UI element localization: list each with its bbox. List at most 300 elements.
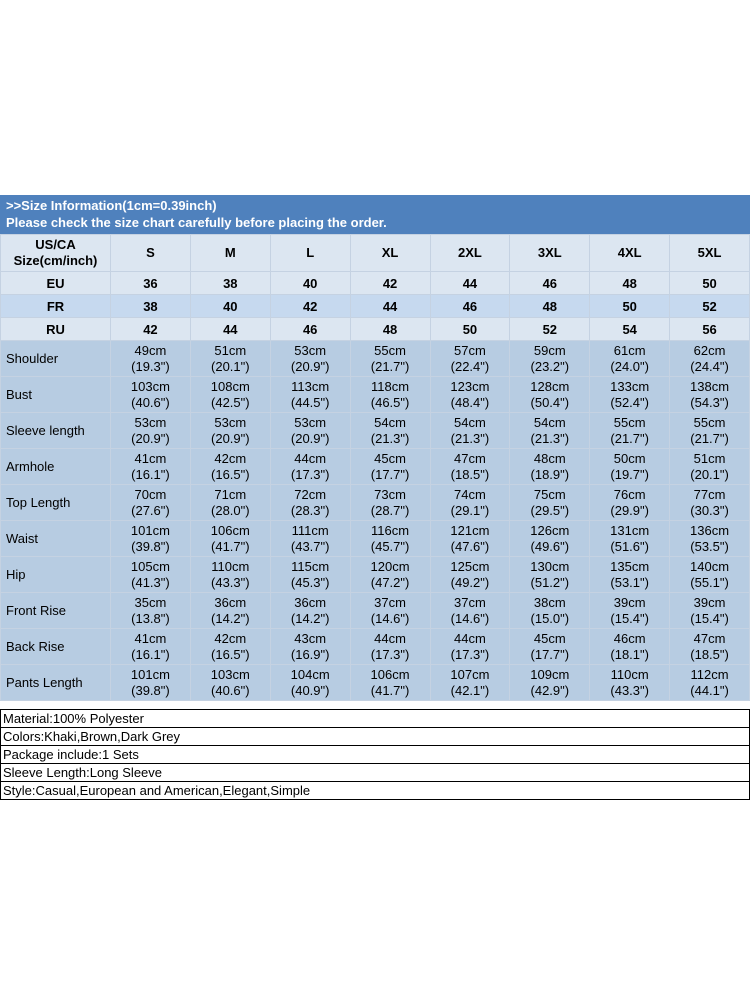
region-size-value: 44 [430,272,510,295]
measurement-cm: 138cm [690,378,730,394]
size-chart-table [0,234,750,701]
measurement-value [111,377,191,413]
measurement-value [670,413,750,449]
measurement-row-armhole [1,449,750,485]
measurement-value [350,629,430,665]
measurement-inch: (22.4") [450,358,490,374]
measurement-inch: (44.5") [290,394,330,410]
measurement-value [430,449,510,485]
size-column-header-s: S [111,235,191,272]
measurement-cm: 73cm [374,486,406,502]
region-size-value: 50 [590,295,670,318]
measurement-value [111,629,191,665]
measurement-value [190,629,270,665]
product-detail-line: Style:Casual,European and American,Elegant,Simple [3,783,311,798]
measurement-cm: 37cm [374,594,406,610]
measurement-cm: 53cm [294,342,327,358]
measurement-cm: 59cm [533,342,566,358]
measurement-cm: 104cm [290,666,330,682]
measurement-value [670,629,750,665]
measurement-value [670,449,750,485]
size-column-header-3xl: 3XL [510,235,590,272]
size-column-header-xl: XL [350,235,430,272]
measurement-value [111,521,191,557]
measurement-inch: (16.1") [131,646,170,662]
measurement-inch: (29.9") [610,502,649,518]
measurement-inch: (21.7") [690,430,729,446]
measurement-inch: (45.3") [290,574,330,590]
measurement-cm: 133cm [610,378,650,394]
measurement-inch: (16.9") [290,646,330,662]
region-size-value: 42 [350,272,430,295]
measurement-cm: 53cm [214,414,247,430]
measurement-inch: (20.9") [131,430,170,446]
measurement-value [270,485,350,521]
measurement-inch: (17.7") [530,646,570,662]
measurement-cm: 54cm [454,414,486,430]
measurement-inch: (18.1") [610,646,649,662]
measurement-value [510,449,590,485]
measurement-cm: 55cm [374,342,406,358]
measurement-inch: (45.7") [370,538,410,554]
corner-header [1,235,111,272]
measurement-cm: 76cm [613,486,646,502]
measurement-inch: (41.7") [211,538,250,554]
region-size-value: 40 [270,272,350,295]
measurement-inch: (21.3") [530,430,570,446]
measurement-inch: (42.1") [450,682,490,698]
measurement-value [430,557,510,593]
measurement-inch: (27.6") [131,502,170,518]
measurement-cm: 77cm [693,486,726,502]
region-label: EU [1,272,111,295]
region-label: FR [1,295,111,318]
region-size-value: 46 [430,295,510,318]
measurement-value [590,521,670,557]
size-column-header-2xl: 2XL [430,235,510,272]
measurement-inch: (47.6") [450,538,490,554]
measurement-inch: (28.7") [370,502,410,518]
measurement-value [590,413,670,449]
region-size-value: 46 [270,318,350,341]
measurement-cm: 115cm [291,558,330,574]
measurement-inch: (41.3") [131,574,170,590]
measurement-value [510,557,590,593]
measurement-row-hip [1,557,750,593]
measurement-value [510,485,590,521]
measurement-inch: (39.8") [131,682,170,698]
measurement-row-shoulder [1,341,750,377]
measurement-value [111,341,191,377]
measurement-cm: 48cm [533,450,566,466]
measurement-inch: (20.9") [211,430,250,446]
measurement-cm: 53cm [134,414,167,430]
measurement-value [590,665,670,701]
measurement-inch: (20.1") [690,466,729,482]
region-row-eu [1,272,750,295]
measurement-cm: 44cm [294,450,327,466]
measurement-value [350,557,430,593]
measurement-value [270,341,350,377]
measurement-cm: 118cm [371,378,410,394]
size-column-header-4xl: 4XL [590,235,670,272]
measurement-value [270,449,350,485]
measurement-cm: 39cm [693,594,726,610]
measurement-value [670,665,750,701]
region-size-value: 36 [111,272,191,295]
measurement-cm: 120cm [370,558,410,574]
measurement-inch: (29.1") [450,502,490,518]
measurement-value [430,485,510,521]
measurement-cm: 45cm [374,450,406,466]
measurement-cm: 136cm [690,522,730,538]
measurement-inch: (52.4") [610,394,649,410]
region-size-value: 44 [350,295,430,318]
measurement-value [190,377,270,413]
measurement-cm: 130cm [530,558,570,574]
measurement-value [190,557,270,593]
measurement-value [111,413,191,449]
measurement-value [670,485,750,521]
region-size-value: 50 [670,272,750,295]
measurement-cm: 47cm [693,630,726,646]
region-size-value: 52 [670,295,750,318]
measurement-inch: (14.6") [370,610,410,626]
measurement-value [350,377,430,413]
measurement-cm: 57cm [454,342,486,358]
measurement-inch: (48.4") [450,394,490,410]
region-size-value: 54 [590,318,670,341]
measurement-cm: 75cm [533,486,566,502]
measurement-value [430,665,510,701]
table-header-row [1,235,750,272]
measurement-value [270,665,350,701]
measurement-inch: (13.8") [131,610,170,626]
measurement-value [430,341,510,377]
measurement-inch: (39.8") [131,538,170,554]
region-size-value: 56 [670,318,750,341]
measurement-value [270,377,350,413]
measurement-cm: 41cm [134,630,167,646]
measurement-cm: 46cm [613,630,646,646]
measurement-inch: (19.7") [610,466,649,482]
measurement-inch: (24.4") [690,358,729,374]
measurement-inch: (14.6") [450,610,490,626]
measurement-cm: 106cm [210,522,250,538]
measurement-inch: (23.2") [530,358,570,374]
measurement-inch: (15.4") [690,610,729,626]
measurement-label: Sleeve length [1,413,111,449]
measurement-cm: 44cm [374,630,406,646]
measurement-cm: 111cm [291,522,329,538]
measurement-cm: 105cm [130,558,170,574]
measurement-value [350,341,430,377]
measurement-cm: 38cm [533,594,566,610]
size-column-header-l: L [270,235,350,272]
measurement-inch: (21.3") [450,430,490,446]
measurement-inch: (40.6") [131,394,170,410]
measurement-value [350,665,430,701]
measurement-value [270,557,350,593]
measurement-inch: (42.5") [211,394,250,410]
measurement-inch: (53.5") [690,538,729,554]
measurement-cm: 126cm [530,522,570,538]
region-row-fr [1,295,750,318]
region-size-value: 48 [590,272,670,295]
measurement-inch: (21.3") [370,430,410,446]
measurement-cm: 39cm [613,594,646,610]
measurement-inch: (54.3") [690,394,729,410]
measurement-row-pants-length [1,665,750,701]
measurement-value [590,593,670,629]
measurement-inch: (17.7") [370,466,410,482]
measurement-cm: 116cm [371,522,410,538]
measurement-cm: 71cm [214,486,247,502]
measurement-label: Pants Length [1,665,111,701]
measurement-inch: (50.4") [530,394,570,410]
product-detail-line: Colors:Khaki,Brown,Dark Grey [1,728,749,746]
measurement-value [350,485,430,521]
measurement-cm: 140cm [690,558,730,574]
measurement-cm: 41cm [134,450,167,466]
measurement-inch: (17.3") [290,466,330,482]
measurement-value [270,593,350,629]
measurement-inch: (18.5") [690,646,729,662]
measurement-cm: 103cm [130,378,170,394]
measurement-cm: 110cm [610,666,649,682]
measurement-cm: 53cm [294,414,327,430]
measurement-cm: 103cm [210,666,250,682]
measurement-inch: (20.9") [290,430,330,446]
measurement-value [430,413,510,449]
region-size-value: 40 [190,295,270,318]
measurement-value [350,413,430,449]
measurement-inch: (21.7") [370,358,410,374]
measurement-value [270,629,350,665]
measurement-inch: (51.6") [610,538,649,554]
measurement-inch: (16.5") [211,466,250,482]
measurement-value [510,665,590,701]
measurement-inch: (14.2") [290,610,330,626]
measurement-cm: 131cm [610,522,650,538]
measurement-label: Back Rise [1,629,111,665]
measurement-value [510,413,590,449]
measurement-value [190,593,270,629]
measurement-inch: (28.3") [290,502,330,518]
measurement-value [190,665,270,701]
measurement-cm: 107cm [450,666,490,682]
measurement-label: Top Length [1,485,111,521]
measurement-value [510,377,590,413]
measurement-cm: 110cm [211,558,250,574]
size-column-header-5xl: 5XL [670,235,750,272]
measurement-inch: (18.5") [450,466,490,482]
measurement-cm: 112cm [690,666,729,682]
measurement-cm: 47cm [454,450,486,466]
measurement-cm: 51cm [214,342,247,358]
measurement-inch: (24.0") [610,358,649,374]
region-label: RU [1,318,111,341]
measurement-inch: (17.3") [370,646,410,662]
size-column-header-m: M [190,235,270,272]
measurement-inch: (46.5") [370,394,410,410]
measurement-value [670,557,750,593]
measurement-inch: (14.2") [211,610,250,626]
measurement-inch: (55.1") [690,574,729,590]
measurement-cm: 121cm [450,522,490,538]
region-size-value: 38 [111,295,191,318]
measurement-inch: (16.1") [131,466,170,482]
measurement-value [510,593,590,629]
measurement-value [670,593,750,629]
measurement-label: Hip [1,557,111,593]
measurement-cm: 106cm [370,666,410,682]
measurement-cm: 51cm [693,450,726,466]
measurement-cm: 109cm [530,666,570,682]
region-size-value: 48 [510,295,590,318]
measurement-inch: (43.7") [290,538,330,554]
measurement-inch: (28.0") [211,502,250,518]
measurement-value [510,341,590,377]
measurement-row-bust [1,377,750,413]
measurement-value [270,413,350,449]
product-detail-line: Material:100% Polyester [1,710,749,728]
measurement-label: Armhole [1,449,111,485]
measurement-cm: 43cm [294,630,327,646]
measurement-value [190,341,270,377]
measurement-value [590,341,670,377]
measurement-value [670,377,750,413]
measurement-cm: 35cm [134,594,167,610]
measurement-inch: (20.9") [290,358,330,374]
region-row-ru [1,318,750,341]
region-size-value: 46 [510,272,590,295]
product-details [0,709,750,800]
measurement-inch: (42.9") [530,682,570,698]
measurement-label: Waist [1,521,111,557]
measurement-cm: 74cm [454,486,486,502]
size-chart-content [0,195,750,800]
measurement-value [670,341,750,377]
measurement-inch: (40.6") [211,682,250,698]
measurement-value [111,449,191,485]
measurement-value [111,485,191,521]
measurement-value [350,593,430,629]
measurement-value [510,521,590,557]
measurement-inch: (29.5") [530,502,570,518]
measurement-inch: (53.1") [610,574,649,590]
measurement-cm: 125cm [450,558,490,574]
region-size-value: 52 [510,318,590,341]
measurement-cm: 123cm [450,378,490,394]
region-size-value: 48 [350,318,430,341]
measurement-cm: 42cm [214,630,247,646]
measurement-cm: 108cm [210,378,250,394]
region-size-value: 42 [270,295,350,318]
measurement-inch: (49.6") [530,538,570,554]
measurement-inch: (15.4") [610,610,649,626]
measurement-value [590,629,670,665]
measurement-cm: 45cm [533,630,566,646]
region-size-value: 50 [430,318,510,341]
measurement-value [670,521,750,557]
product-detail-line: Package include:1 Sets [1,746,749,764]
measurement-cm: 54cm [533,414,566,430]
measurement-value [430,629,510,665]
measurement-value [111,665,191,701]
measurement-cm: 44cm [454,630,486,646]
measurement-inch: (43.3") [610,682,649,698]
measurement-label: Front Rise [1,593,111,629]
measurement-row-sleeve-length [1,413,750,449]
measurement-inch: (21.7") [610,430,649,446]
measurement-inch: (49.2") [450,574,490,590]
measurement-inch: (51.2") [530,574,570,590]
measurement-inch: (40.9") [290,682,330,698]
measurement-row-top-length [1,485,750,521]
region-size-value: 38 [190,272,270,295]
measurement-value [590,557,670,593]
measurement-value [111,557,191,593]
measurement-value [590,485,670,521]
measurement-cm: 37cm [454,594,486,610]
measurement-inch: (43.3") [211,574,250,590]
measurement-cm: 36cm [294,594,327,610]
region-size-value: 44 [190,318,270,341]
measurement-inch: (19.3") [131,358,170,374]
measurement-inch: (47.2") [370,574,410,590]
measurement-cm: 62cm [693,342,726,358]
measurement-cm: 70cm [134,486,167,502]
size-info-title: >>Size Information(1cm=0.39inch) [6,198,217,213]
measurement-label: Bust [1,377,111,413]
measurement-inch: (17.3") [450,646,490,662]
measurement-cm: 128cm [530,378,570,394]
measurement-value [270,521,350,557]
measurement-row-waist [1,521,750,557]
measurement-value [430,377,510,413]
product-detail-line: Sleeve Length:Long Sleeve [1,764,749,782]
measurement-cm: 55cm [613,414,646,430]
measurement-value [430,521,510,557]
measurement-value [350,521,430,557]
measurement-value [190,485,270,521]
measurement-cm: 61cm [613,342,646,358]
measurement-inch: (16.5") [211,646,250,662]
measurement-value [430,593,510,629]
measurement-cm: 101cm [130,522,170,538]
measurement-cm: 101cm [130,666,170,682]
corner-header-line1: US/CA [35,237,76,252]
measurement-cm: 55cm [693,414,726,430]
measurement-inch: (30.3") [690,502,729,518]
measurement-value [190,521,270,557]
measurement-value [510,629,590,665]
measurement-cm: 36cm [214,594,247,610]
measurement-inch: (18.9") [530,466,570,482]
measurement-inch: (44.1") [690,682,729,698]
measurement-cm: 135cm [610,558,650,574]
measurement-value [190,413,270,449]
corner-header-line2: Size(cm/inch) [13,253,98,268]
measurement-label: Shoulder [1,341,111,377]
measurement-cm: 72cm [294,486,327,502]
measurement-row-front-rise [1,593,750,629]
measurement-row-back-rise [1,629,750,665]
measurement-inch: (15.0") [530,610,570,626]
measurement-cm: 113cm [291,378,330,394]
measurement-cm: 50cm [613,450,646,466]
